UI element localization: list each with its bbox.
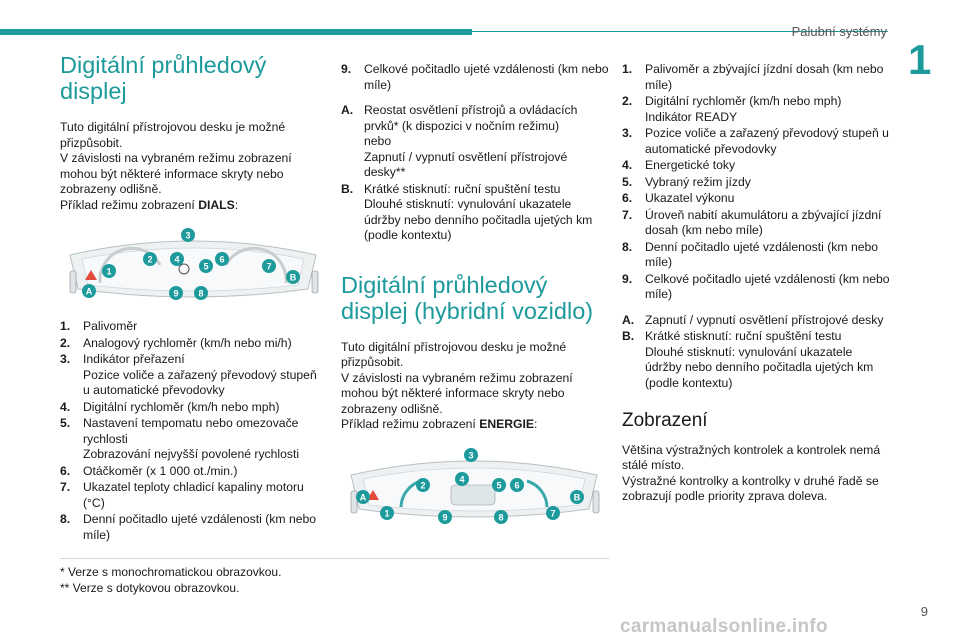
list-item: 6. Ukazatel výkonu	[622, 191, 735, 205]
header-accent-bar	[0, 29, 472, 35]
list-item: 7. Úroveň nabití akumulátoru a zbývající jízdní dosah (km nebo míle)	[622, 207, 882, 237]
svg-text:7: 7	[550, 508, 556, 518]
svg-text:A: A	[85, 286, 93, 297]
energy-cluster-diagram	[341, 445, 607, 525]
svg-text:9: 9	[442, 512, 448, 522]
list-item: 1. Palivoměr a zbývající jízdní dosah (km nebo míle)	[622, 62, 884, 92]
marker-B	[286, 270, 300, 284]
list-item: 4. Digitální rychloměr (km/h nebo mph)	[60, 399, 280, 414]
heading-hybrid-display: Digitální průhledový displej (hybridní vozidlo)	[341, 271, 594, 324]
marker-2	[143, 252, 157, 266]
svg-text:9: 9	[173, 288, 179, 299]
marker-A	[82, 284, 96, 298]
svg-text:A: A	[359, 492, 367, 502]
list-item: 7. Ukazatel teploty chladicí kapaliny motoru (°C)	[60, 480, 304, 510]
list-item: A. Reostat osvětlení přístrojů a ovládacích prvků* (k dispozici v nočním režimu) nebo Zapnutí / vypnutí osvětlení přístrojové desky**	[341, 103, 578, 179]
list-item: B. Krátké stisknutí: ruční spuštění testu Dlouhé stisknutí: vynulování ukazatele údržby nebo denního počitadla ujetých km (podle kontextu)	[622, 329, 874, 390]
footnote-2: ** Verze s dotykovou obrazovkou.	[60, 581, 240, 595]
intro-paragraph: Tuto digitální přístrojovou desku je možné přizpůsobit. V závislosti na vybraném režimu zobrazení mohou být některé informace skryty nebo zobrazeny odlišně. Příklad režimu zobrazení DIALS:	[60, 120, 292, 212]
watermark: carmanualsonline.info	[620, 616, 828, 637]
svg-text:3: 3	[468, 450, 474, 460]
marker-5	[492, 478, 506, 492]
marker-7	[546, 506, 560, 520]
svg-text:B: B	[289, 272, 297, 283]
list-item: 6. Otáčkoměr (x 1 000 ot./min.)	[60, 463, 238, 478]
list-item: 2. Digitální rychloměr (km/h nebo mph) Indikátor READY	[622, 94, 842, 124]
list-item: 9. Celkové počitadlo ujeté vzdálenosti (km nebo míle)	[622, 271, 890, 301]
column-right	[622, 62, 892, 505]
dials-cluster-illustration	[60, 225, 326, 305]
svg-text:8: 8	[498, 512, 504, 522]
svg-text:5: 5	[203, 261, 209, 272]
dials-controls-list	[341, 103, 609, 244]
marker-3	[464, 448, 478, 462]
svg-text:6: 6	[514, 480, 520, 490]
list-item: 1. Palivoměr	[60, 319, 138, 333]
footnotes	[60, 558, 609, 596]
column-middle	[341, 62, 609, 539]
svg-text:6: 6	[219, 254, 225, 265]
page-number: 9	[920, 604, 928, 619]
list-item: 9. Celkové počitadlo ujeté vzdálenosti (km nebo míle)	[341, 62, 609, 92]
energy-controls-list	[622, 313, 892, 392]
list-item: B. Krátké stisknutí: ruční spuštění testu Dlouhé stisknutí: vynulování ukazatele údržby nebo denního počitadla ujetých km (podle kontextu)	[341, 181, 593, 242]
marker-9	[438, 510, 452, 524]
energy-flow-car-icon	[451, 485, 495, 505]
list-item: 2. Analogový rychloměr (km/h nebo mi/h)	[60, 335, 292, 350]
marker-4	[170, 252, 184, 266]
svg-text:4: 4	[174, 254, 180, 265]
list-item: 3. Indikátor přeřazení Pozice voliče a zařazený převodový stupeň u automatické převodovky	[60, 352, 317, 397]
column-left	[60, 52, 326, 544]
marker-6	[215, 252, 229, 266]
marker-4	[455, 472, 469, 486]
marker-B	[570, 490, 584, 504]
marker-1	[102, 264, 116, 278]
list-item: 8. Denní počitadlo ujeté vzdálenosti (km nebo míle)	[60, 512, 317, 542]
list-item: 3. Pozice voliče a zařazený převodový stupeň u automatické převodovky	[622, 126, 889, 156]
svg-text:1: 1	[106, 266, 112, 277]
marker-7	[262, 259, 276, 273]
marker-8	[494, 510, 508, 524]
svg-text:7: 7	[266, 261, 272, 272]
list-item: 8. Denní počitadlo ujeté vzdálenosti (km nebo míle)	[622, 239, 879, 269]
hybrid-intro-paragraph: Tuto digitální přístrojovou desku je možné přizpůsobit. V závislosti na vybraném režimu zobrazení mohou být některé informace skryty nebo zobrazeny odlišně. Příklad režimu zobrazení ENERGIE:	[341, 339, 573, 431]
marker-9	[169, 286, 183, 300]
marker-6	[510, 478, 524, 492]
energy-legend-list	[622, 62, 892, 303]
svg-text:4: 4	[459, 474, 465, 484]
list-item: 5. Nastavení tempomatu nebo omezovače rychlosti Zobrazování nejvyšší povolené rychlosti	[60, 416, 300, 461]
stalk-right	[312, 271, 318, 293]
svg-text:8: 8	[198, 288, 204, 299]
dials-legend-list-continued	[341, 62, 609, 93]
section-title: Palubní systémy	[791, 24, 887, 39]
heading-display: Zobrazení	[622, 410, 708, 431]
list-item: 4. Energetické toky	[622, 158, 736, 172]
footnote-1: * Verze s monochromatickou obrazovkou.	[60, 565, 282, 579]
marker-1	[380, 506, 394, 520]
marker-8	[194, 286, 208, 300]
marker-5	[199, 259, 213, 273]
energy-cluster-illustration	[341, 445, 607, 525]
svg-text:1: 1	[384, 508, 390, 518]
svg-text:3: 3	[185, 230, 191, 241]
dials-legend-list	[60, 319, 326, 543]
chapter-number: 1	[908, 36, 932, 83]
stalk-left	[70, 271, 76, 293]
marker-2	[416, 478, 430, 492]
list-item: A. Zapnutí / vypnutí osvětlení přístrojové desky	[622, 312, 884, 327]
marker-A	[356, 490, 370, 504]
marker-3	[181, 228, 195, 242]
svg-text:B: B	[573, 492, 581, 502]
heading-digital-display: Digitální průhledový displej	[60, 52, 267, 104]
svg-text:5: 5	[496, 480, 502, 490]
list-item: 5. Vybraný režim jízdy	[622, 174, 751, 189]
display-paragraph: Většina výstražných kontrolek a kontrolek nemá stálé místo. Výstražné kontrolky a kontrolky v druhé řadě se zobrazují podle priority zprava doleva.	[622, 442, 881, 503]
svg-text:2: 2	[147, 254, 153, 265]
svg-text:2: 2	[420, 480, 426, 490]
dials-cluster-diagram	[60, 225, 326, 305]
